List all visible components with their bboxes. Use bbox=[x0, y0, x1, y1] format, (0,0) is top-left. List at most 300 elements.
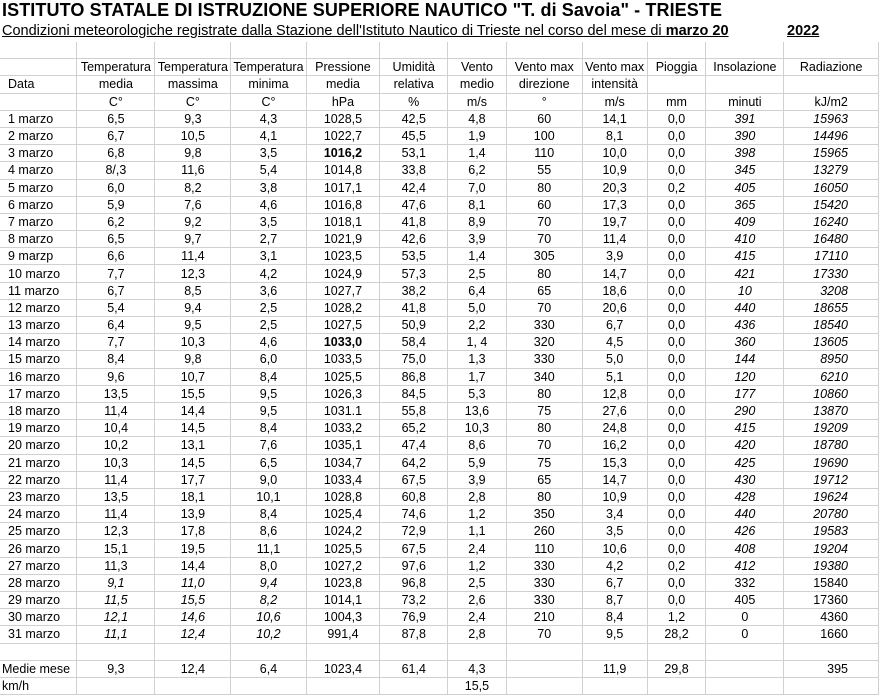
header-cell-vento-medio[interactable]: medio bbox=[448, 76, 507, 93]
cell-temp-media[interactable]: 11,4 bbox=[77, 471, 155, 488]
cell-vento-int[interactable]: 10,9 bbox=[582, 162, 647, 179]
cell-umidita[interactable]: 42,4 bbox=[380, 179, 448, 196]
cell-umidita[interactable]: 67,5 bbox=[380, 540, 448, 557]
cell-vento-dir[interactable]: 110 bbox=[506, 145, 582, 162]
cell-data[interactable]: 26 marzo bbox=[0, 540, 77, 557]
kmh-label[interactable]: km/h bbox=[0, 677, 77, 694]
cell-vento-dir[interactable]: 210 bbox=[506, 609, 582, 626]
cell-vento-int[interactable]: 11,4 bbox=[582, 231, 647, 248]
cell-vento-dir[interactable]: 330 bbox=[506, 592, 582, 609]
cell-vento-dir[interactable]: 60 bbox=[506, 110, 582, 127]
cell-temp-max[interactable]: 17,8 bbox=[155, 523, 231, 540]
cell-umidita[interactable]: 33,8 bbox=[380, 162, 448, 179]
header-cell-vento-int[interactable]: intensità bbox=[582, 76, 647, 93]
cell-umidita[interactable]: 47,6 bbox=[380, 196, 448, 213]
cell-umidita[interactable]: 58,4 bbox=[380, 334, 448, 351]
cell-vento-medio[interactable]: 6,2 bbox=[448, 162, 507, 179]
cell-radiazione[interactable]: 4360 bbox=[784, 609, 879, 626]
cell-umidita[interactable]: 53,5 bbox=[380, 248, 448, 265]
cell-vento-int[interactable]: 3,5 bbox=[582, 523, 647, 540]
header-cell-pressione[interactable]: media bbox=[306, 76, 380, 93]
cell-radiazione[interactable]: 19624 bbox=[784, 488, 879, 505]
header-cell-vento-int[interactable]: Vento max bbox=[582, 59, 647, 76]
cell-umidita[interactable]: 65,2 bbox=[380, 420, 448, 437]
cell-vento-dir[interactable]: 320 bbox=[506, 334, 582, 351]
cell-radiazione[interactable]: 18540 bbox=[784, 317, 879, 334]
cell-temp-min[interactable]: 6,0 bbox=[231, 351, 306, 368]
cell-temp-max[interactable]: 15,5 bbox=[155, 385, 231, 402]
empty-cell[interactable] bbox=[155, 643, 231, 660]
cell-pressione[interactable]: 1014,1 bbox=[306, 592, 380, 609]
header-cell-umidita[interactable]: Umidità bbox=[380, 59, 448, 76]
cell-vento-dir[interactable]: 60 bbox=[506, 196, 582, 213]
cell-vento-dir[interactable]: 340 bbox=[506, 368, 582, 385]
summary-label[interactable]: Medie mese bbox=[0, 660, 77, 677]
cell-vento-medio[interactable]: 1,2 bbox=[448, 557, 507, 574]
empty-cell[interactable] bbox=[0, 643, 77, 660]
cell-umidita[interactable]: 57,3 bbox=[380, 265, 448, 282]
empty-cell[interactable] bbox=[647, 42, 706, 59]
cell-vento-dir[interactable]: 70 bbox=[506, 437, 582, 454]
cell-data[interactable]: 4 marzo bbox=[0, 162, 77, 179]
empty-cell[interactable] bbox=[77, 42, 155, 59]
summary-pressione[interactable]: 1023,4 bbox=[306, 660, 380, 677]
cell-pioggia[interactable]: 0,0 bbox=[647, 385, 706, 402]
cell-vento-int[interactable]: 10,6 bbox=[582, 540, 647, 557]
cell-temp-media[interactable]: 11,1 bbox=[77, 626, 155, 643]
cell-temp-max[interactable]: 13,9 bbox=[155, 506, 231, 523]
cell-vento-medio[interactable]: 2,5 bbox=[448, 574, 507, 591]
header-cell-umidita[interactable]: % bbox=[380, 93, 448, 110]
cell-vento-int[interactable]: 18,6 bbox=[582, 282, 647, 299]
cell-radiazione[interactable]: 17360 bbox=[784, 592, 879, 609]
empty-cell[interactable] bbox=[784, 643, 879, 660]
cell-vento-int[interactable]: 6,7 bbox=[582, 317, 647, 334]
cell-pioggia[interactable]: 0,0 bbox=[647, 334, 706, 351]
cell-vento-dir[interactable]: 55 bbox=[506, 162, 582, 179]
cell-temp-max[interactable]: 11,0 bbox=[155, 574, 231, 591]
cell-radiazione[interactable]: 18655 bbox=[784, 299, 879, 316]
summary-radiazione[interactable]: 395 bbox=[784, 660, 879, 677]
cell-temp-min[interactable]: 9,5 bbox=[231, 402, 306, 419]
cell-umidita[interactable]: 75,0 bbox=[380, 351, 448, 368]
cell-vento-int[interactable]: 20,6 bbox=[582, 299, 647, 316]
cell-temp-max[interactable]: 14,5 bbox=[155, 420, 231, 437]
cell-insolazione[interactable]: 405 bbox=[706, 179, 784, 196]
cell-vento-medio[interactable]: 1,1 bbox=[448, 523, 507, 540]
cell-data[interactable]: 13 marzo bbox=[0, 317, 77, 334]
cell-vento-medio[interactable]: 7,0 bbox=[448, 179, 507, 196]
empty-cell[interactable] bbox=[706, 677, 784, 694]
empty-cell[interactable] bbox=[77, 677, 155, 694]
cell-temp-media[interactable]: 11,5 bbox=[77, 592, 155, 609]
cell-temp-media[interactable]: 12,1 bbox=[77, 609, 155, 626]
cell-insolazione[interactable]: 436 bbox=[706, 317, 784, 334]
cell-vento-dir[interactable]: 75 bbox=[506, 402, 582, 419]
cell-data[interactable]: 27 marzo bbox=[0, 557, 77, 574]
cell-vento-dir[interactable]: 330 bbox=[506, 574, 582, 591]
summary-temp-max[interactable]: 12,4 bbox=[155, 660, 231, 677]
cell-temp-min[interactable]: 10,6 bbox=[231, 609, 306, 626]
header-cell-temp-media[interactable]: Temperatura bbox=[77, 59, 155, 76]
cell-pioggia[interactable]: 0,0 bbox=[647, 196, 706, 213]
cell-temp-min[interactable]: 8,4 bbox=[231, 368, 306, 385]
cell-pioggia[interactable]: 0,0 bbox=[647, 368, 706, 385]
cell-temp-min[interactable]: 11,1 bbox=[231, 540, 306, 557]
cell-vento-dir[interactable]: 65 bbox=[506, 282, 582, 299]
cell-temp-min[interactable]: 2,5 bbox=[231, 317, 306, 334]
cell-temp-media[interactable]: 11,3 bbox=[77, 557, 155, 574]
cell-pressione[interactable]: 1024,9 bbox=[306, 265, 380, 282]
cell-temp-min[interactable]: 5,4 bbox=[231, 162, 306, 179]
cell-temp-media[interactable]: 10,3 bbox=[77, 454, 155, 471]
cell-umidita[interactable]: 45,5 bbox=[380, 127, 448, 144]
cell-temp-max[interactable]: 14,4 bbox=[155, 402, 231, 419]
header-cell-vento-int[interactable]: m/s bbox=[582, 93, 647, 110]
cell-temp-max[interactable]: 13,1 bbox=[155, 437, 231, 454]
cell-temp-min[interactable]: 3,8 bbox=[231, 179, 306, 196]
cell-vento-int[interactable]: 16,2 bbox=[582, 437, 647, 454]
cell-radiazione[interactable]: 10860 bbox=[784, 385, 879, 402]
empty-cell[interactable] bbox=[155, 42, 231, 59]
cell-umidita[interactable]: 47,4 bbox=[380, 437, 448, 454]
cell-radiazione[interactable]: 15420 bbox=[784, 196, 879, 213]
cell-umidita[interactable]: 55,8 bbox=[380, 402, 448, 419]
cell-pressione[interactable]: 1033,5 bbox=[306, 351, 380, 368]
cell-vento-int[interactable]: 14,7 bbox=[582, 265, 647, 282]
cell-pioggia[interactable]: 1,2 bbox=[647, 609, 706, 626]
empty-cell[interactable] bbox=[380, 42, 448, 59]
cell-vento-dir[interactable]: 305 bbox=[506, 248, 582, 265]
cell-radiazione[interactable]: 13279 bbox=[784, 162, 879, 179]
cell-pressione[interactable]: 1026,3 bbox=[306, 385, 380, 402]
cell-vento-int[interactable]: 3,9 bbox=[582, 248, 647, 265]
empty-cell[interactable] bbox=[306, 643, 380, 660]
cell-insolazione[interactable]: 391 bbox=[706, 110, 784, 127]
cell-vento-int[interactable]: 17,3 bbox=[582, 196, 647, 213]
cell-data[interactable]: 11 marzo bbox=[0, 282, 77, 299]
cell-vento-dir[interactable]: 330 bbox=[506, 557, 582, 574]
cell-insolazione[interactable]: 428 bbox=[706, 488, 784, 505]
cell-insolazione[interactable]: 405 bbox=[706, 592, 784, 609]
cell-radiazione[interactable]: 19712 bbox=[784, 471, 879, 488]
cell-temp-media[interactable]: 13,5 bbox=[77, 488, 155, 505]
cell-vento-medio[interactable]: 2,8 bbox=[448, 488, 507, 505]
cell-temp-min[interactable]: 2,5 bbox=[231, 299, 306, 316]
empty-cell[interactable] bbox=[506, 677, 582, 694]
cell-pressione[interactable]: 1028,8 bbox=[306, 488, 380, 505]
cell-temp-max[interactable]: 10,5 bbox=[155, 127, 231, 144]
cell-vento-dir[interactable]: 80 bbox=[506, 488, 582, 505]
cell-vento-dir[interactable]: 70 bbox=[506, 231, 582, 248]
cell-data[interactable]: 8 marzo bbox=[0, 231, 77, 248]
cell-temp-max[interactable]: 9,8 bbox=[155, 145, 231, 162]
header-cell-insolazione[interactable] bbox=[706, 76, 784, 93]
cell-insolazione[interactable]: 398 bbox=[706, 145, 784, 162]
cell-data[interactable]: 23 marzo bbox=[0, 488, 77, 505]
cell-umidita[interactable]: 41,8 bbox=[380, 299, 448, 316]
cell-pioggia[interactable]: 0,2 bbox=[647, 557, 706, 574]
cell-temp-max[interactable]: 9,3 bbox=[155, 110, 231, 127]
cell-data[interactable]: 5 marzo bbox=[0, 179, 77, 196]
cell-pressione[interactable]: 1004,3 bbox=[306, 609, 380, 626]
cell-pioggia[interactable]: 0,0 bbox=[647, 523, 706, 540]
cell-temp-min[interactable]: 8,4 bbox=[231, 420, 306, 437]
cell-temp-media[interactable]: 12,3 bbox=[77, 523, 155, 540]
cell-pressione[interactable]: 1021,9 bbox=[306, 231, 380, 248]
cell-pioggia[interactable]: 0,0 bbox=[647, 437, 706, 454]
cell-temp-media[interactable]: 5,4 bbox=[77, 299, 155, 316]
cell-data[interactable]: 3 marzo bbox=[0, 145, 77, 162]
summary-vento-medio[interactable]: 4,3 bbox=[448, 660, 507, 677]
cell-temp-max[interactable]: 14,5 bbox=[155, 454, 231, 471]
cell-vento-int[interactable]: 6,7 bbox=[582, 574, 647, 591]
cell-pressione[interactable]: 1027,7 bbox=[306, 282, 380, 299]
summary-umidita[interactable]: 61,4 bbox=[380, 660, 448, 677]
header-cell-temp-max[interactable]: massima bbox=[155, 76, 231, 93]
header-cell-temp-max[interactable]: C° bbox=[155, 93, 231, 110]
cell-vento-int[interactable]: 4,2 bbox=[582, 557, 647, 574]
empty-cell[interactable] bbox=[582, 42, 647, 59]
cell-temp-min[interactable]: 2,7 bbox=[231, 231, 306, 248]
empty-cell[interactable] bbox=[784, 677, 879, 694]
cell-radiazione[interactable]: 6210 bbox=[784, 368, 879, 385]
cell-temp-min[interactable]: 4,6 bbox=[231, 334, 306, 351]
cell-temp-media[interactable]: 6,8 bbox=[77, 145, 155, 162]
header-cell-pioggia[interactable] bbox=[647, 76, 706, 93]
cell-vento-medio[interactable]: 6,4 bbox=[448, 282, 507, 299]
cell-insolazione[interactable]: 360 bbox=[706, 334, 784, 351]
empty-cell[interactable] bbox=[647, 643, 706, 660]
cell-vento-dir[interactable]: 70 bbox=[506, 299, 582, 316]
header-cell-insolazione[interactable]: minuti bbox=[706, 93, 784, 110]
cell-radiazione[interactable]: 13870 bbox=[784, 402, 879, 419]
cell-temp-min[interactable]: 3,1 bbox=[231, 248, 306, 265]
cell-radiazione[interactable]: 15963 bbox=[784, 110, 879, 127]
header-cell-vento-dir[interactable]: Vento max bbox=[506, 59, 582, 76]
header-cell-insolazione[interactable]: Insolazione bbox=[706, 59, 784, 76]
cell-pressione[interactable]: 1024,2 bbox=[306, 523, 380, 540]
cell-pioggia[interactable]: 0,0 bbox=[647, 231, 706, 248]
header-cell-radiazione[interactable]: kJ/m2 bbox=[784, 93, 879, 110]
cell-vento-dir[interactable]: 80 bbox=[506, 265, 582, 282]
cell-radiazione[interactable]: 1660 bbox=[784, 626, 879, 643]
cell-pioggia[interactable]: 0,0 bbox=[647, 454, 706, 471]
cell-vento-medio[interactable]: 2,5 bbox=[448, 265, 507, 282]
cell-pressione[interactable]: 1018,1 bbox=[306, 213, 380, 230]
empty-cell[interactable] bbox=[155, 677, 231, 694]
cell-temp-max[interactable]: 9,7 bbox=[155, 231, 231, 248]
empty-cell[interactable] bbox=[77, 643, 155, 660]
summary-temp-min[interactable]: 6,4 bbox=[231, 660, 306, 677]
cell-insolazione[interactable]: 430 bbox=[706, 471, 784, 488]
cell-insolazione[interactable]: 332 bbox=[706, 574, 784, 591]
cell-pioggia[interactable]: 0,0 bbox=[647, 145, 706, 162]
cell-vento-int[interactable]: 27,6 bbox=[582, 402, 647, 419]
summary-pioggia[interactable]: 29,8 bbox=[647, 660, 706, 677]
cell-radiazione[interactable]: 17330 bbox=[784, 265, 879, 282]
header-cell-pressione[interactable]: hPa bbox=[306, 93, 380, 110]
cell-vento-dir[interactable]: 75 bbox=[506, 454, 582, 471]
cell-vento-medio[interactable]: 8,6 bbox=[448, 437, 507, 454]
cell-insolazione[interactable]: 408 bbox=[706, 540, 784, 557]
cell-insolazione[interactable]: 0 bbox=[706, 626, 784, 643]
cell-pressione[interactable]: 1033,4 bbox=[306, 471, 380, 488]
summary-vento-int[interactable]: 11,9 bbox=[582, 660, 647, 677]
cell-pioggia[interactable]: 0,0 bbox=[647, 213, 706, 230]
cell-pressione[interactable]: 1025,5 bbox=[306, 368, 380, 385]
cell-radiazione[interactable]: 16240 bbox=[784, 213, 879, 230]
cell-pressione[interactable]: 1028,2 bbox=[306, 299, 380, 316]
cell-pioggia[interactable]: 0,0 bbox=[647, 471, 706, 488]
cell-vento-int[interactable]: 8,1 bbox=[582, 127, 647, 144]
cell-temp-media[interactable]: 8/,3 bbox=[77, 162, 155, 179]
cell-insolazione[interactable]: 440 bbox=[706, 506, 784, 523]
cell-insolazione[interactable]: 415 bbox=[706, 248, 784, 265]
cell-vento-int[interactable]: 8,4 bbox=[582, 609, 647, 626]
header-cell-pioggia[interactable]: Pioggia bbox=[647, 59, 706, 76]
cell-data[interactable]: 29 marzo bbox=[0, 592, 77, 609]
cell-insolazione[interactable]: 425 bbox=[706, 454, 784, 471]
empty-cell[interactable] bbox=[448, 42, 507, 59]
cell-pressione[interactable]: 1023,5 bbox=[306, 248, 380, 265]
cell-data[interactable]: 31 marzo bbox=[0, 626, 77, 643]
cell-vento-dir[interactable]: 110 bbox=[506, 540, 582, 557]
cell-umidita[interactable]: 87,8 bbox=[380, 626, 448, 643]
cell-temp-min[interactable]: 4,6 bbox=[231, 196, 306, 213]
cell-radiazione[interactable]: 18780 bbox=[784, 437, 879, 454]
cell-pressione[interactable]: 991,4 bbox=[306, 626, 380, 643]
cell-temp-min[interactable]: 3,5 bbox=[231, 145, 306, 162]
cell-temp-media[interactable]: 10,4 bbox=[77, 420, 155, 437]
cell-pioggia[interactable]: 0,0 bbox=[647, 248, 706, 265]
cell-data[interactable]: 24 marzo bbox=[0, 506, 77, 523]
cell-pioggia[interactable]: 0,0 bbox=[647, 127, 706, 144]
cell-temp-min[interactable]: 8,4 bbox=[231, 506, 306, 523]
cell-umidita[interactable]: 96,8 bbox=[380, 574, 448, 591]
cell-temp-max[interactable]: 10,7 bbox=[155, 368, 231, 385]
cell-temp-max[interactable]: 8,5 bbox=[155, 282, 231, 299]
cell-vento-int[interactable]: 4,5 bbox=[582, 334, 647, 351]
cell-vento-dir[interactable]: 330 bbox=[506, 317, 582, 334]
cell-temp-media[interactable]: 11,4 bbox=[77, 506, 155, 523]
cell-insolazione[interactable]: 144 bbox=[706, 351, 784, 368]
cell-pressione[interactable]: 1027,5 bbox=[306, 317, 380, 334]
cell-temp-media[interactable]: 6,7 bbox=[77, 127, 155, 144]
cell-radiazione[interactable]: 19209 bbox=[784, 420, 879, 437]
cell-data[interactable]: 12 marzo bbox=[0, 299, 77, 316]
cell-temp-media[interactable]: 6,2 bbox=[77, 213, 155, 230]
cell-pressione[interactable]: 1016,2 bbox=[306, 145, 380, 162]
cell-temp-media[interactable]: 6,0 bbox=[77, 179, 155, 196]
cell-insolazione[interactable]: 10 bbox=[706, 282, 784, 299]
cell-temp-media[interactable]: 7,7 bbox=[77, 265, 155, 282]
cell-umidita[interactable]: 84,5 bbox=[380, 385, 448, 402]
cell-radiazione[interactable]: 8950 bbox=[784, 351, 879, 368]
cell-temp-media[interactable]: 6,5 bbox=[77, 231, 155, 248]
cell-temp-max[interactable]: 15,5 bbox=[155, 592, 231, 609]
cell-pioggia[interactable]: 0,0 bbox=[647, 506, 706, 523]
cell-radiazione[interactable]: 19204 bbox=[784, 540, 879, 557]
cell-temp-max[interactable]: 14,4 bbox=[155, 557, 231, 574]
cell-temp-max[interactable]: 18,1 bbox=[155, 488, 231, 505]
cell-vento-medio[interactable]: 2,2 bbox=[448, 317, 507, 334]
cell-temp-min[interactable]: 4,3 bbox=[231, 110, 306, 127]
cell-temp-min[interactable]: 6,5 bbox=[231, 454, 306, 471]
header-cell-radiazione[interactable]: Radiazione bbox=[784, 59, 879, 76]
cell-pioggia[interactable]: 0,0 bbox=[647, 299, 706, 316]
cell-umidita[interactable]: 53,1 bbox=[380, 145, 448, 162]
cell-pioggia[interactable]: 0,0 bbox=[647, 351, 706, 368]
cell-data[interactable]: 19 marzo bbox=[0, 420, 77, 437]
cell-temp-max[interactable]: 12,3 bbox=[155, 265, 231, 282]
cell-vento-int[interactable]: 14,1 bbox=[582, 110, 647, 127]
cell-pressione[interactable]: 1023,8 bbox=[306, 574, 380, 591]
header-cell-temp-max[interactable]: Temperatura bbox=[155, 59, 231, 76]
cell-temp-media[interactable]: 9,1 bbox=[77, 574, 155, 591]
cell-temp-min[interactable]: 10,1 bbox=[231, 488, 306, 505]
empty-cell[interactable] bbox=[231, 42, 306, 59]
empty-cell[interactable] bbox=[0, 42, 77, 59]
cell-pioggia[interactable]: 0,0 bbox=[647, 265, 706, 282]
empty-cell[interactable] bbox=[647, 677, 706, 694]
cell-pressione[interactable]: 1016,8 bbox=[306, 196, 380, 213]
cell-vento-int[interactable]: 15,3 bbox=[582, 454, 647, 471]
cell-umidita[interactable]: 60,8 bbox=[380, 488, 448, 505]
cell-vento-medio[interactable]: 1, 4 bbox=[448, 334, 507, 351]
cell-umidita[interactable]: 67,5 bbox=[380, 471, 448, 488]
cell-temp-max[interactable]: 8,2 bbox=[155, 179, 231, 196]
cell-insolazione[interactable]: 177 bbox=[706, 385, 784, 402]
cell-temp-max[interactable]: 14,6 bbox=[155, 609, 231, 626]
cell-vento-medio[interactable]: 1,9 bbox=[448, 127, 507, 144]
cell-vento-int[interactable]: 5,1 bbox=[582, 368, 647, 385]
empty-cell[interactable] bbox=[706, 42, 784, 59]
cell-vento-int[interactable]: 5,0 bbox=[582, 351, 647, 368]
cell-temp-media[interactable]: 9,6 bbox=[77, 368, 155, 385]
cell-pressione[interactable]: 1033,0 bbox=[306, 334, 380, 351]
cell-vento-medio[interactable]: 2,6 bbox=[448, 592, 507, 609]
cell-umidita[interactable]: 64,2 bbox=[380, 454, 448, 471]
cell-pioggia[interactable]: 0,0 bbox=[647, 540, 706, 557]
cell-vento-medio[interactable]: 5,0 bbox=[448, 299, 507, 316]
empty-cell[interactable] bbox=[231, 643, 306, 660]
cell-vento-medio[interactable]: 8,1 bbox=[448, 196, 507, 213]
cell-insolazione[interactable]: 420 bbox=[706, 437, 784, 454]
cell-vento-medio[interactable]: 1,4 bbox=[448, 248, 507, 265]
cell-radiazione[interactable]: 13605 bbox=[784, 334, 879, 351]
cell-pressione[interactable]: 1035,1 bbox=[306, 437, 380, 454]
cell-pioggia[interactable]: 0,2 bbox=[647, 179, 706, 196]
cell-vento-medio[interactable]: 1,4 bbox=[448, 145, 507, 162]
cell-radiazione[interactable]: 16050 bbox=[784, 179, 879, 196]
cell-insolazione[interactable]: 0 bbox=[706, 609, 784, 626]
cell-vento-medio[interactable]: 5,3 bbox=[448, 385, 507, 402]
cell-insolazione[interactable]: 409 bbox=[706, 213, 784, 230]
cell-pioggia[interactable]: 0,0 bbox=[647, 402, 706, 419]
cell-vento-medio[interactable]: 13,6 bbox=[448, 402, 507, 419]
cell-temp-max[interactable]: 12,4 bbox=[155, 626, 231, 643]
cell-pressione[interactable]: 1014,8 bbox=[306, 162, 380, 179]
header-cell-temp-min[interactable]: minima bbox=[231, 76, 306, 93]
cell-umidita[interactable]: 42,5 bbox=[380, 110, 448, 127]
cell-umidita[interactable]: 50,9 bbox=[380, 317, 448, 334]
header-cell-temp-media[interactable]: media bbox=[77, 76, 155, 93]
cell-vento-medio[interactable]: 2,4 bbox=[448, 540, 507, 557]
cell-data[interactable]: 22 marzo bbox=[0, 471, 77, 488]
cell-radiazione[interactable]: 19583 bbox=[784, 523, 879, 540]
cell-umidita[interactable]: 74,6 bbox=[380, 506, 448, 523]
